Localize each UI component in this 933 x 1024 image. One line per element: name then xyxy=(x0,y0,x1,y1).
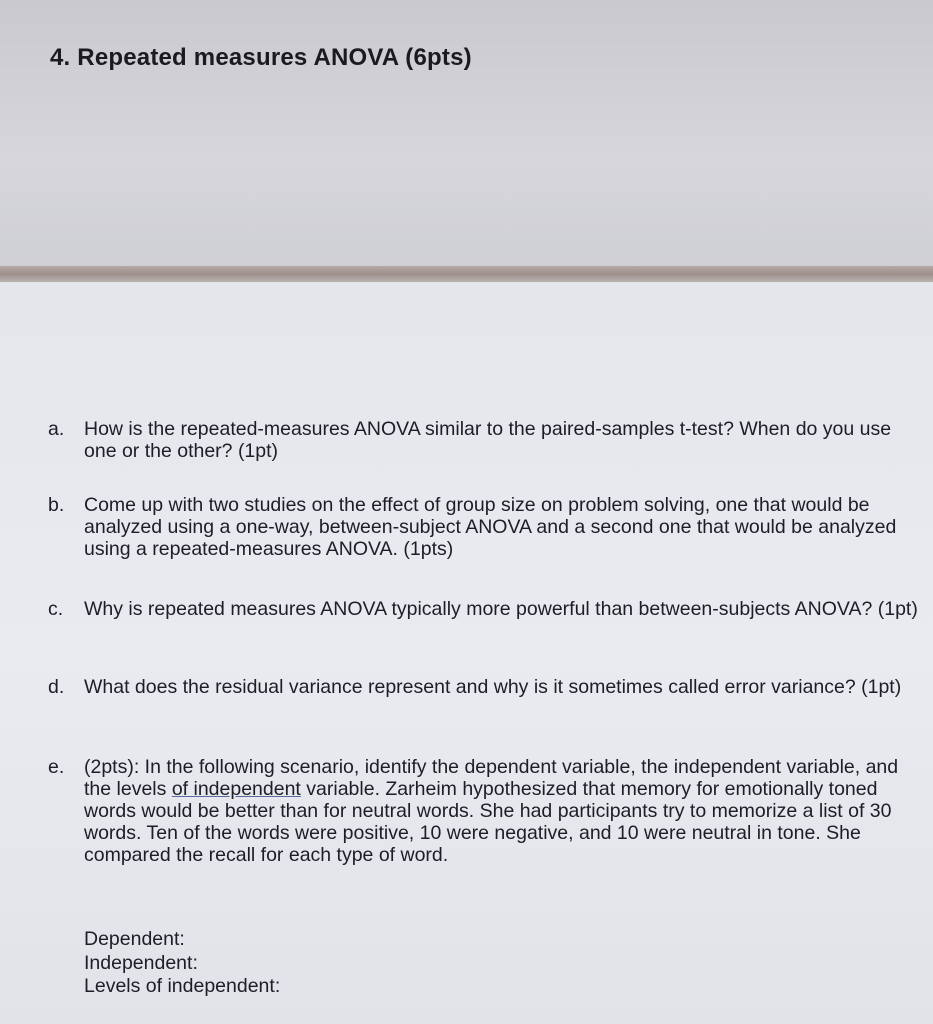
question-c xyxy=(48,598,918,620)
independent-label: Independent: xyxy=(84,951,198,974)
question-a-letter: a. xyxy=(48,418,65,440)
answer-fields xyxy=(84,928,280,999)
question-e xyxy=(48,756,918,866)
question-b-text: Come up with two studies on the effect of group size on problem solving, one that would be analyzed using a one-way, between-subject ANOVA and a second one that would be analyzed using a repeated-measures ANOVA. (1pts) xyxy=(84,494,897,560)
header-panel xyxy=(0,0,933,266)
question-e-underlined-text: of independent xyxy=(171,778,301,800)
question-d xyxy=(48,676,918,698)
questions-panel xyxy=(0,282,933,1024)
page-title: 4. Repeated measures ANOVA (6pts) xyxy=(50,44,472,71)
question-a-text: How is the repeated-measures ANOVA similar to the paired-samples t-test? When do you use one or the other? (1pt) xyxy=(84,418,892,462)
question-e-text xyxy=(84,756,918,866)
section-divider xyxy=(0,266,933,282)
levels-of-independent-label: Levels of independent: xyxy=(84,975,281,997)
question-a xyxy=(48,418,918,462)
question-e-text-part2: variable. Zarheim hypothesized that memory for emotionally toned words would be better than for neutral words. She had participants try to memorize a list of 30 words. Ten of the words were positive, 10 were negative, and 10 were neutral in tone. She compared the recall for each type of word. xyxy=(84,778,892,866)
question-c-text: Why is repeated measures ANOVA typically more powerful than between-subjects ANOVA? (1pt) xyxy=(84,598,918,620)
question-e-text-part1: (2pts): In the following scenario, identify the dependent variable, the independent variable, and the levels xyxy=(84,756,899,800)
question-d-text: What does the residual variance represent and why is it sometimes called error variance? (1pt) xyxy=(84,676,902,698)
question-e-letter: e. xyxy=(48,756,65,778)
question-c-letter: c. xyxy=(48,598,64,620)
question-d-letter: d. xyxy=(48,676,65,698)
question-b xyxy=(48,494,918,560)
dependent-label: Dependent: xyxy=(84,928,185,950)
question-b-letter: b. xyxy=(48,494,65,516)
